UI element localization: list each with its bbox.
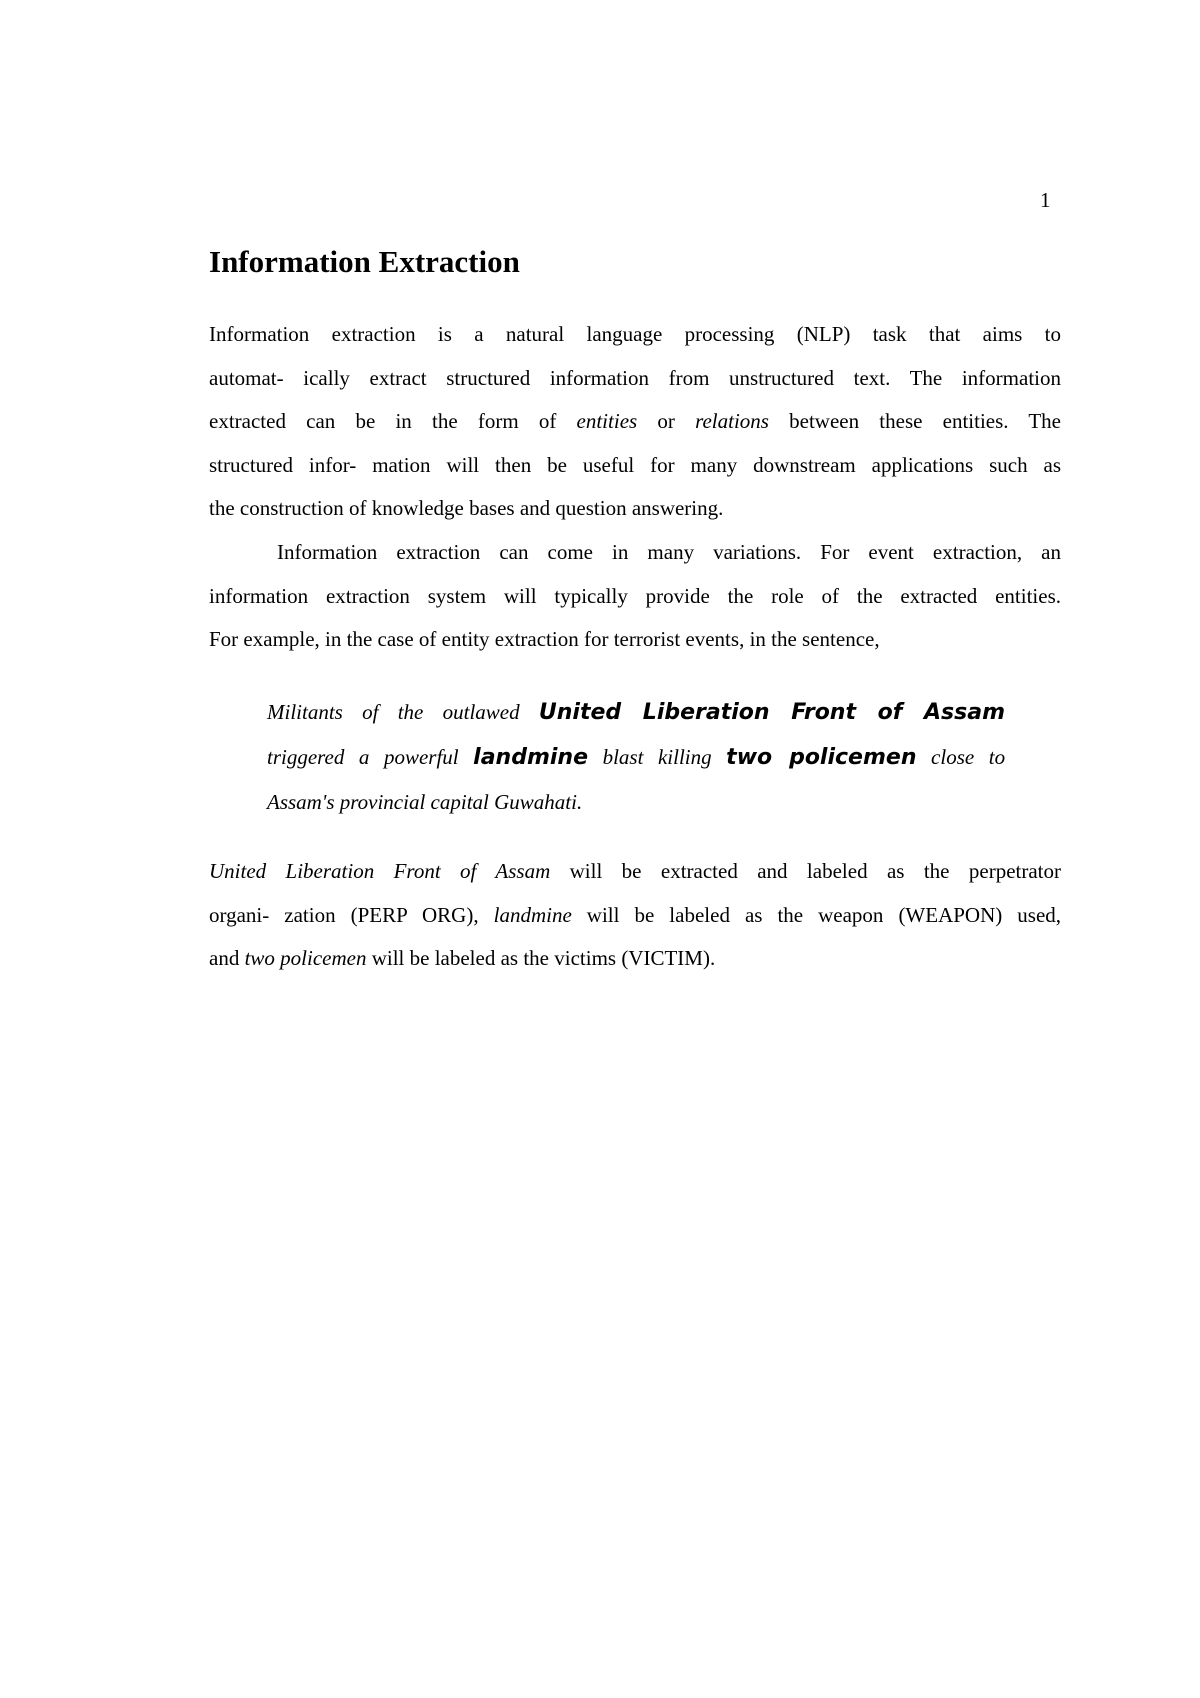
text-span: will be labeled as the weapon (WEAPON) used, [586,902,1062,927]
text-span: Militants of the outlawed [267,700,520,724]
entity-victim: two policemen [244,946,367,970]
text-span: triggered a powerful [267,745,459,769]
quote-line [267,690,1005,735]
text-line: information extraction system will typically provide the role of the extracted entities. [209,583,1061,608]
quote-line: Assam's provincial capital Guwahati. [267,790,583,814]
text-span: or [657,409,675,433]
text-span: blast killing [602,745,712,769]
text-line: structured infor- mation will then be useful for many downstream applications such as [209,452,1061,477]
entity-weapon: landmine [473,745,589,770]
entity-weapon: landmine [493,902,572,927]
entity-victim: two policemen [726,745,917,770]
text-line [209,937,1061,981]
entity-perpetrator: United Liberation Front of Assam [538,700,1005,725]
example-quote [267,690,1005,824]
text-line: Information extraction is a natural language processing (NLP) task that aims to [209,322,1061,346]
paragraph-labels [209,850,1061,981]
text-span: will be extracted and labeled as the perpetrator [569,859,1061,883]
term-relations: relations [695,409,769,433]
text-line: For example, in the case of entity extraction for terrorist events, in the sentence, [209,627,880,651]
text-line: Information extraction can come in many variations. For event extraction, an [277,540,1061,564]
text-line: automat- ically extract structured information from unstructured text. The information [209,365,1061,390]
page-title: Information Extraction [209,244,520,279]
paragraph-variations [209,531,1061,662]
text-span: extracted can be in the form of [209,409,557,433]
quote-line [267,735,1005,780]
text-span: between these entities. The [789,409,1061,433]
term-entities: entities [576,409,638,433]
text-span: will be labeled as the victims (VICTIM). [371,946,716,970]
paragraph-intro [209,313,1061,531]
text-span: organi- zation (PERP ORG), [209,902,479,927]
text-line [209,400,1061,444]
page-number: 1 [1040,188,1051,212]
text-span: and [209,946,240,970]
entity-perpetrator: United Liberation Front of Assam [209,859,551,883]
text-line: the construction of knowledge bases and question answering. [209,496,724,520]
text-line [209,894,1061,938]
text-line [209,850,1061,894]
text-span: close to [931,745,1006,769]
